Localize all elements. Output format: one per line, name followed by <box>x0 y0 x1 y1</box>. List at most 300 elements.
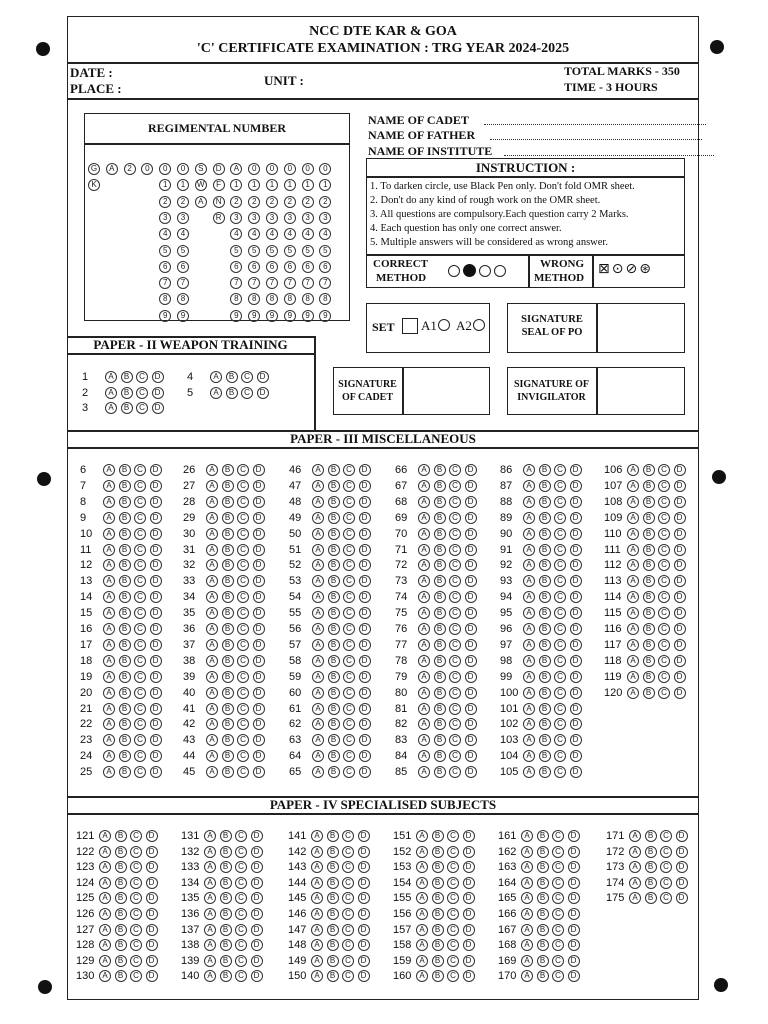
paper3-option-b[interactable]: B <box>434 639 446 651</box>
regimental-bubble[interactable]: 8 <box>302 293 314 305</box>
paper3-option-b[interactable]: B <box>328 623 340 635</box>
paper3-option-d[interactable]: D <box>150 766 162 778</box>
paper3-option-c[interactable]: C <box>237 544 249 556</box>
regimental-bubble[interactable]: 2 <box>230 196 242 208</box>
paper3-option-c[interactable]: C <box>237 559 249 571</box>
paper3-option-b[interactable]: B <box>434 718 446 730</box>
paper3-option-b[interactable]: B <box>434 655 446 667</box>
paper3-option-a[interactable]: A <box>103 512 115 524</box>
paper3-option-b[interactable]: B <box>222 623 234 635</box>
paper3-option-c[interactable]: C <box>237 607 249 619</box>
paper4-option-a[interactable]: A <box>521 877 533 889</box>
paper3-option-a[interactable]: A <box>103 575 115 587</box>
paper4-option-c[interactable]: C <box>447 861 459 873</box>
paper4-option-a[interactable]: A <box>204 924 216 936</box>
paper2-option-b[interactable]: B <box>121 402 133 414</box>
paper3-option-a[interactable]: A <box>523 639 535 651</box>
paper2-option-c[interactable]: C <box>136 387 148 399</box>
paper3-option-c[interactable]: C <box>449 559 461 571</box>
paper3-option-d[interactable]: D <box>674 544 686 556</box>
paper3-option-a[interactable]: A <box>103 734 115 746</box>
paper3-option-b[interactable]: B <box>328 687 340 699</box>
paper3-option-d[interactable]: D <box>150 575 162 587</box>
paper4-option-b[interactable]: B <box>432 955 444 967</box>
paper4-option-a[interactable]: A <box>311 830 323 842</box>
paper3-option-d[interactable]: D <box>359 559 371 571</box>
regimental-bubble[interactable]: 4 <box>284 228 296 240</box>
paper4-option-b[interactable]: B <box>220 970 232 982</box>
paper3-option-d[interactable]: D <box>359 496 371 508</box>
paper4-option-c[interactable]: C <box>447 830 459 842</box>
paper3-option-a[interactable]: A <box>523 512 535 524</box>
paper4-option-d[interactable]: D <box>146 955 158 967</box>
paper3-option-c[interactable]: C <box>343 591 355 603</box>
paper3-option-c[interactable]: C <box>658 591 670 603</box>
regimental-bubble[interactable]: F <box>213 179 225 191</box>
paper3-option-a[interactable]: A <box>418 464 430 476</box>
paper3-option-a[interactable]: A <box>523 623 535 635</box>
paper3-option-b[interactable]: B <box>222 671 234 683</box>
regimental-bubble[interactable]: 5 <box>266 245 278 257</box>
paper3-option-d[interactable]: D <box>465 575 477 587</box>
paper3-option-d[interactable]: D <box>674 623 686 635</box>
paper3-option-a[interactable]: A <box>312 591 324 603</box>
paper3-option-a[interactable]: A <box>523 528 535 540</box>
paper3-option-b[interactable]: B <box>222 703 234 715</box>
paper3-option-a[interactable]: A <box>312 734 324 746</box>
paper3-option-a[interactable]: A <box>312 528 324 540</box>
paper3-option-a[interactable]: A <box>312 623 324 635</box>
paper4-option-c[interactable]: C <box>342 846 354 858</box>
regimental-bubble[interactable]: 3 <box>248 212 260 224</box>
paper3-option-a[interactable]: A <box>418 766 430 778</box>
regimental-bubble[interactable]: A <box>230 163 242 175</box>
paper3-option-c[interactable]: C <box>554 703 566 715</box>
paper3-option-c[interactable]: C <box>554 607 566 619</box>
paper3-option-b[interactable]: B <box>539 687 551 699</box>
paper3-option-a[interactable]: A <box>418 718 430 730</box>
paper3-option-d[interactable]: D <box>253 591 265 603</box>
paper3-option-b[interactable]: B <box>328 750 340 762</box>
paper3-option-a[interactable]: A <box>627 671 639 683</box>
paper4-option-b[interactable]: B <box>220 924 232 936</box>
paper4-option-a[interactable]: A <box>521 955 533 967</box>
paper3-option-b[interactable]: B <box>539 464 551 476</box>
paper3-option-c[interactable]: C <box>134 528 146 540</box>
paper3-option-b[interactable]: B <box>119 464 131 476</box>
paper4-option-d[interactable]: D <box>146 877 158 889</box>
paper3-option-c[interactable]: C <box>554 718 566 730</box>
paper4-option-b[interactable]: B <box>537 924 549 936</box>
paper4-option-a[interactable]: A <box>416 892 428 904</box>
paper3-option-a[interactable]: A <box>523 766 535 778</box>
paper3-option-c[interactable]: C <box>134 559 146 571</box>
paper3-option-c[interactable]: C <box>237 750 249 762</box>
paper3-option-a[interactable]: A <box>627 496 639 508</box>
paper3-option-a[interactable]: A <box>627 607 639 619</box>
paper4-option-d[interactable]: D <box>568 908 580 920</box>
paper3-option-d[interactable]: D <box>150 464 162 476</box>
paper3-option-c[interactable]: C <box>134 512 146 524</box>
paper4-option-a[interactable]: A <box>99 846 111 858</box>
paper3-option-c[interactable]: C <box>343 575 355 587</box>
regimental-bubble[interactable]: W <box>195 179 207 191</box>
paper3-option-d[interactable]: D <box>570 512 582 524</box>
paper3-option-c[interactable]: C <box>658 687 670 699</box>
paper3-option-b[interactable]: B <box>328 591 340 603</box>
regimental-bubble[interactable]: 7 <box>230 277 242 289</box>
paper3-option-a[interactable]: A <box>103 718 115 730</box>
paper3-option-a[interactable]: A <box>206 687 218 699</box>
paper3-option-b[interactable]: B <box>328 766 340 778</box>
paper4-option-b[interactable]: B <box>432 908 444 920</box>
paper3-option-c[interactable]: C <box>658 655 670 667</box>
regimental-bubble[interactable]: 2 <box>177 196 189 208</box>
paper3-option-b[interactable]: B <box>434 687 446 699</box>
paper3-option-d[interactable]: D <box>465 544 477 556</box>
paper3-option-d[interactable]: D <box>150 544 162 556</box>
paper3-option-b[interactable]: B <box>643 496 655 508</box>
paper3-option-b[interactable]: B <box>222 464 234 476</box>
paper3-option-c[interactable]: C <box>449 734 461 746</box>
paper4-option-c[interactable]: C <box>235 877 247 889</box>
paper3-option-d[interactable]: D <box>359 591 371 603</box>
regimental-bubble[interactable]: 2 <box>124 163 136 175</box>
paper3-option-b[interactable]: B <box>119 750 131 762</box>
regimental-bubble[interactable]: 4 <box>230 228 242 240</box>
paper3-option-a[interactable]: A <box>418 687 430 699</box>
paper3-option-a[interactable]: A <box>103 591 115 603</box>
paper4-option-d[interactable]: D <box>146 939 158 951</box>
paper3-option-c[interactable]: C <box>343 480 355 492</box>
set-option-a1[interactable] <box>421 318 450 334</box>
paper3-option-a[interactable]: A <box>418 734 430 746</box>
paper3-option-c[interactable]: C <box>134 703 146 715</box>
paper3-option-c[interactable]: C <box>658 512 670 524</box>
paper3-option-c[interactable]: C <box>658 559 670 571</box>
paper2-option-d[interactable]: D <box>257 371 269 383</box>
paper3-option-c[interactable]: C <box>554 639 566 651</box>
paper4-option-c[interactable]: C <box>235 892 247 904</box>
paper3-option-b[interactable]: B <box>328 544 340 556</box>
paper4-option-b[interactable]: B <box>645 830 657 842</box>
paper4-option-d[interactable]: D <box>463 830 475 842</box>
paper3-option-b[interactable]: B <box>119 718 131 730</box>
paper4-option-c[interactable]: C <box>552 846 564 858</box>
paper4-option-c[interactable]: C <box>130 970 142 982</box>
paper4-option-c[interactable]: C <box>130 924 142 936</box>
paper3-option-d[interactable]: D <box>253 718 265 730</box>
paper3-option-d[interactable]: D <box>150 496 162 508</box>
paper4-option-c[interactable]: C <box>130 955 142 967</box>
paper3-option-d[interactable]: D <box>570 718 582 730</box>
paper4-option-c[interactable]: C <box>552 939 564 951</box>
paper3-option-a[interactable]: A <box>206 512 218 524</box>
paper2-option-a[interactable]: A <box>105 387 117 399</box>
paper3-option-b[interactable]: B <box>643 607 655 619</box>
paper3-option-b[interactable]: B <box>643 559 655 571</box>
paper3-option-c[interactable]: C <box>237 464 249 476</box>
regimental-bubble[interactable]: 5 <box>230 245 242 257</box>
paper4-option-a[interactable]: A <box>416 924 428 936</box>
paper4-option-c[interactable]: C <box>552 955 564 967</box>
paper3-option-c[interactable]: C <box>449 750 461 762</box>
paper3-option-d[interactable]: D <box>359 607 371 619</box>
paper3-option-a[interactable]: A <box>523 496 535 508</box>
paper3-option-d[interactable]: D <box>150 703 162 715</box>
paper3-option-c[interactable]: C <box>658 639 670 651</box>
paper4-option-c[interactable]: C <box>342 955 354 967</box>
paper3-option-d[interactable]: D <box>253 734 265 746</box>
paper3-option-b[interactable]: B <box>222 591 234 603</box>
paper4-option-d[interactable]: D <box>146 846 158 858</box>
paper3-option-d[interactable]: D <box>570 687 582 699</box>
paper4-option-b[interactable]: B <box>115 830 127 842</box>
paper3-option-b[interactable]: B <box>539 512 551 524</box>
paper3-option-d[interactable]: D <box>674 496 686 508</box>
paper3-option-a[interactable]: A <box>523 703 535 715</box>
paper4-option-a[interactable]: A <box>204 970 216 982</box>
paper3-option-c[interactable]: C <box>554 528 566 540</box>
paper4-option-c[interactable]: C <box>235 846 247 858</box>
paper3-option-c[interactable]: C <box>343 639 355 651</box>
paper3-option-c[interactable]: C <box>237 528 249 540</box>
paper4-option-d[interactable]: D <box>251 908 263 920</box>
paper3-option-c[interactable]: C <box>449 575 461 587</box>
paper3-option-b[interactable]: B <box>539 591 551 603</box>
paper3-option-c[interactable]: C <box>237 718 249 730</box>
paper4-option-a[interactable]: A <box>99 970 111 982</box>
paper4-option-d[interactable]: D <box>146 908 158 920</box>
paper3-option-a[interactable]: A <box>418 512 430 524</box>
regimental-bubble[interactable]: 1 <box>302 179 314 191</box>
paper3-option-a[interactable]: A <box>206 703 218 715</box>
paper4-option-b[interactable]: B <box>432 861 444 873</box>
regimental-bubble[interactable]: 4 <box>319 228 331 240</box>
paper3-option-d[interactable]: D <box>570 766 582 778</box>
paper4-option-a[interactable]: A <box>416 970 428 982</box>
paper3-option-c[interactable]: C <box>658 544 670 556</box>
regimental-bubble[interactable]: 9 <box>159 310 171 322</box>
paper4-option-a[interactable]: A <box>629 877 641 889</box>
paper4-option-a[interactable]: A <box>99 877 111 889</box>
paper3-option-c[interactable]: C <box>658 607 670 619</box>
paper3-option-b[interactable]: B <box>539 607 551 619</box>
paper3-option-d[interactable]: D <box>359 512 371 524</box>
regimental-bubble[interactable]: 4 <box>302 228 314 240</box>
paper3-option-c[interactable]: C <box>134 671 146 683</box>
paper3-option-d[interactable]: D <box>465 734 477 746</box>
paper4-option-b[interactable]: B <box>220 877 232 889</box>
paper3-option-c[interactable]: C <box>343 623 355 635</box>
set-option-a2[interactable] <box>456 318 485 334</box>
paper4-option-b[interactable]: B <box>327 846 339 858</box>
regimental-bubble[interactable]: 7 <box>177 277 189 289</box>
paper4-option-d[interactable]: D <box>463 970 475 982</box>
paper3-option-b[interactable]: B <box>539 623 551 635</box>
regimental-bubble[interactable]: 8 <box>230 293 242 305</box>
paper2-option-c[interactable]: C <box>136 371 148 383</box>
paper3-option-c[interactable]: C <box>237 512 249 524</box>
regimental-bubble[interactable]: 6 <box>230 261 242 273</box>
paper3-option-a[interactable]: A <box>418 559 430 571</box>
paper3-option-d[interactable]: D <box>359 464 371 476</box>
paper3-option-b[interactable]: B <box>222 559 234 571</box>
paper4-option-a[interactable]: A <box>204 861 216 873</box>
paper4-option-b[interactable]: B <box>115 846 127 858</box>
paper3-option-d[interactable]: D <box>253 671 265 683</box>
paper4-option-a[interactable]: A <box>416 861 428 873</box>
paper2-option-c[interactable]: C <box>241 371 253 383</box>
paper3-option-a[interactable]: A <box>418 671 430 683</box>
paper4-option-d[interactable]: D <box>568 955 580 967</box>
paper3-option-a[interactable]: A <box>523 655 535 667</box>
paper3-option-a[interactable]: A <box>312 718 324 730</box>
paper4-option-b[interactable]: B <box>327 939 339 951</box>
signature-cadet-field[interactable] <box>404 369 488 413</box>
paper4-option-d[interactable]: D <box>463 955 475 967</box>
paper4-option-c[interactable]: C <box>660 861 672 873</box>
paper3-option-d[interactable]: D <box>674 671 686 683</box>
paper3-option-a[interactable]: A <box>312 687 324 699</box>
paper4-option-c[interactable]: C <box>660 892 672 904</box>
paper3-option-b[interactable]: B <box>539 734 551 746</box>
paper3-option-c[interactable]: C <box>554 655 566 667</box>
paper3-option-a[interactable]: A <box>103 655 115 667</box>
paper4-option-c[interactable]: C <box>342 861 354 873</box>
paper3-option-a[interactable]: A <box>627 544 639 556</box>
paper3-option-d[interactable]: D <box>359 734 371 746</box>
paper4-option-a[interactable]: A <box>99 955 111 967</box>
paper3-option-a[interactable]: A <box>206 655 218 667</box>
paper3-option-c[interactable]: C <box>449 623 461 635</box>
regimental-bubble[interactable]: 3 <box>284 212 296 224</box>
paper4-option-c[interactable]: C <box>342 830 354 842</box>
paper4-option-d[interactable]: D <box>251 955 263 967</box>
paper4-option-b[interactable]: B <box>432 970 444 982</box>
paper4-option-d[interactable]: D <box>463 908 475 920</box>
paper3-option-c[interactable]: C <box>343 655 355 667</box>
paper3-option-d[interactable]: D <box>674 591 686 603</box>
paper3-option-d[interactable]: D <box>674 607 686 619</box>
paper4-option-d[interactable]: D <box>568 877 580 889</box>
paper3-option-b[interactable]: B <box>643 528 655 540</box>
regimental-bubble[interactable]: D <box>213 163 225 175</box>
paper3-option-a[interactable]: A <box>206 480 218 492</box>
paper4-option-a[interactable]: A <box>311 861 323 873</box>
paper3-option-c[interactable]: C <box>134 766 146 778</box>
paper3-option-a[interactable]: A <box>312 639 324 651</box>
paper3-option-d[interactable]: D <box>253 496 265 508</box>
paper3-option-b[interactable]: B <box>328 464 340 476</box>
paper4-option-d[interactable]: D <box>358 955 370 967</box>
paper3-option-a[interactable]: A <box>312 512 324 524</box>
paper3-option-a[interactable]: A <box>312 575 324 587</box>
paper3-option-b[interactable]: B <box>328 528 340 540</box>
paper3-option-a[interactable]: A <box>103 544 115 556</box>
paper3-option-b[interactable]: B <box>539 480 551 492</box>
paper3-option-b[interactable]: B <box>328 655 340 667</box>
paper4-option-d[interactable]: D <box>568 861 580 873</box>
paper3-option-d[interactable]: D <box>359 655 371 667</box>
paper3-option-b[interactable]: B <box>643 655 655 667</box>
paper3-option-d[interactable]: D <box>570 528 582 540</box>
name-of-father-field[interactable] <box>490 139 702 140</box>
paper4-option-b[interactable]: B <box>220 861 232 873</box>
paper4-option-a[interactable]: A <box>311 892 323 904</box>
paper3-option-d[interactable]: D <box>465 512 477 524</box>
paper3-option-b[interactable]: B <box>434 591 446 603</box>
paper3-option-b[interactable]: B <box>119 687 131 699</box>
paper3-option-d[interactable]: D <box>674 687 686 699</box>
paper4-option-a[interactable]: A <box>521 846 533 858</box>
paper3-option-c[interactable]: C <box>658 623 670 635</box>
paper3-option-c[interactable]: C <box>343 512 355 524</box>
paper4-option-b[interactable]: B <box>537 970 549 982</box>
paper4-option-c[interactable]: C <box>447 892 459 904</box>
regimental-bubble[interactable]: 1 <box>319 179 331 191</box>
paper4-option-d[interactable]: D <box>358 830 370 842</box>
paper2-option-a[interactable]: A <box>210 387 222 399</box>
paper4-option-b[interactable]: B <box>327 830 339 842</box>
paper3-option-d[interactable]: D <box>150 750 162 762</box>
regimental-bubble[interactable]: 7 <box>159 277 171 289</box>
paper3-option-b[interactable]: B <box>539 639 551 651</box>
regimental-bubble[interactable]: 7 <box>248 277 260 289</box>
paper4-option-b[interactable]: B <box>645 846 657 858</box>
regimental-bubble[interactable]: 7 <box>284 277 296 289</box>
paper4-option-c[interactable]: C <box>342 924 354 936</box>
paper4-option-a[interactable]: A <box>99 908 111 920</box>
paper3-option-b[interactable]: B <box>222 528 234 540</box>
paper4-option-d[interactable]: D <box>251 877 263 889</box>
paper3-option-a[interactable]: A <box>418 591 430 603</box>
paper3-option-b[interactable]: B <box>539 766 551 778</box>
paper3-option-a[interactable]: A <box>523 687 535 699</box>
paper4-option-d[interactable]: D <box>463 877 475 889</box>
paper4-option-c[interactable]: C <box>342 908 354 920</box>
paper3-option-d[interactable]: D <box>253 464 265 476</box>
signature-invigilator-field[interactable] <box>598 369 683 413</box>
paper4-option-c[interactable]: C <box>660 846 672 858</box>
regimental-bubble[interactable]: 9 <box>230 310 242 322</box>
paper3-option-d[interactable]: D <box>150 480 162 492</box>
paper3-option-c[interactable]: C <box>134 575 146 587</box>
paper3-option-b[interactable]: B <box>119 559 131 571</box>
paper3-option-b[interactable]: B <box>222 496 234 508</box>
paper3-option-c[interactable]: C <box>449 687 461 699</box>
paper3-option-a[interactable]: A <box>523 671 535 683</box>
paper3-option-d[interactable]: D <box>570 655 582 667</box>
paper4-option-d[interactable]: D <box>568 970 580 982</box>
paper4-option-b[interactable]: B <box>432 830 444 842</box>
paper3-option-c[interactable]: C <box>343 528 355 540</box>
paper3-option-b[interactable]: B <box>222 512 234 524</box>
paper3-option-c[interactable]: C <box>237 639 249 651</box>
paper3-option-b[interactable]: B <box>328 639 340 651</box>
paper4-option-b[interactable]: B <box>327 877 339 889</box>
paper3-option-c[interactable]: C <box>134 655 146 667</box>
paper3-option-c[interactable]: C <box>343 464 355 476</box>
paper3-option-c[interactable]: C <box>554 591 566 603</box>
paper3-option-a[interactable]: A <box>103 528 115 540</box>
paper3-option-c[interactable]: C <box>237 734 249 746</box>
paper3-option-b[interactable]: B <box>643 639 655 651</box>
paper4-option-b[interactable]: B <box>220 830 232 842</box>
paper3-option-b[interactable]: B <box>119 671 131 683</box>
paper3-option-a[interactable]: A <box>103 671 115 683</box>
paper4-option-b[interactable]: B <box>537 955 549 967</box>
